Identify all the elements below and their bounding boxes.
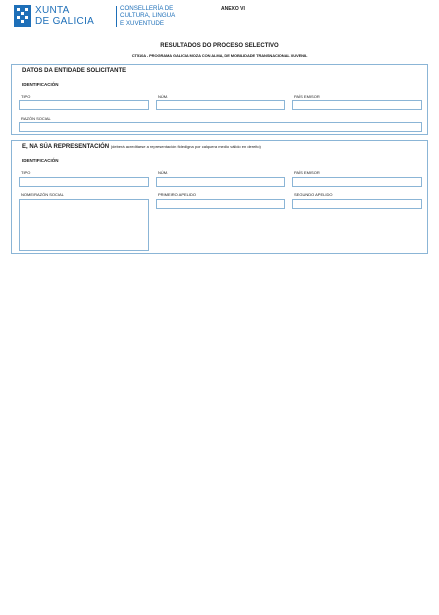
logo-divider (116, 6, 117, 27)
logo-galicia: DE GALICIA (35, 16, 95, 27)
tipo-field[interactable] (19, 177, 149, 187)
xunta-logo-icon (14, 5, 31, 27)
pais-emisor-field[interactable] (292, 177, 422, 187)
section-title (22, 144, 261, 150)
identification-label: IDENTIFICACIÓN (22, 82, 59, 87)
section-representacion (11, 140, 428, 254)
primeiro-apelido-label: PRIMEIRO APELIDO (158, 192, 197, 197)
num-field[interactable] (156, 177, 285, 187)
razon-social-field[interactable] (19, 122, 422, 132)
segundo-apelido-label: SEGUNDO APELIDO (294, 192, 333, 197)
nome-razon-social-field[interactable] (19, 199, 149, 251)
consellaria-name (120, 5, 175, 27)
primeiro-apelido-field[interactable] (156, 199, 285, 209)
annex-label: ANEXO VI (221, 6, 245, 12)
nome-razon-social-label: NOME/RAZÓN SOCIAL (21, 192, 64, 197)
logo-xunta: XUNTA (35, 5, 70, 16)
pais-emisor-label: PAÍS EMISOR (294, 170, 320, 175)
num-label: NÚM. (158, 94, 169, 99)
consellaria-line-2: CULTURA, LINGUA (120, 12, 176, 20)
section-title: DATOS DA ENTIDADE SOLICITANTE (22, 68, 127, 74)
logo-text (35, 5, 94, 27)
document-subtitle: CT510A - PROGRAMA GALICIA MOZA CON ALMA, DE MOBILIDADE TRANSNACIONAL XUVENIL (131, 53, 308, 58)
pais-emisor-field[interactable] (292, 100, 422, 110)
tipo-label: TIPO (21, 170, 31, 175)
tipo-label: TIPO (21, 94, 31, 99)
num-label: NÚM. (158, 170, 169, 175)
num-field[interactable] (156, 100, 285, 110)
razon-social-label: RAZÓN SOCIAL (21, 116, 51, 121)
tipo-field[interactable] (19, 100, 149, 110)
section-title-text: E, NA SÚA REPRESENTACIÓN (22, 144, 110, 150)
identification-label: IDENTIFICACIÓN (22, 158, 59, 163)
consellaria-line-3: E XUVENTUDE (120, 19, 165, 27)
document-title: RESULTADOS DO PROCESO SELECTIVO (160, 43, 279, 49)
segundo-apelido-field[interactable] (292, 199, 422, 209)
section-note: (deberá acreditarse a representación fidedigna por calquera medio válido en dereito) (110, 144, 261, 149)
pais-emisor-label: PAÍS EMISOR (294, 94, 320, 99)
consellaria-line-1: CONSELLERÍA DE (120, 5, 174, 12)
xunta-galicia-logo (14, 5, 174, 29)
section-entidade-solicitante (11, 64, 428, 135)
